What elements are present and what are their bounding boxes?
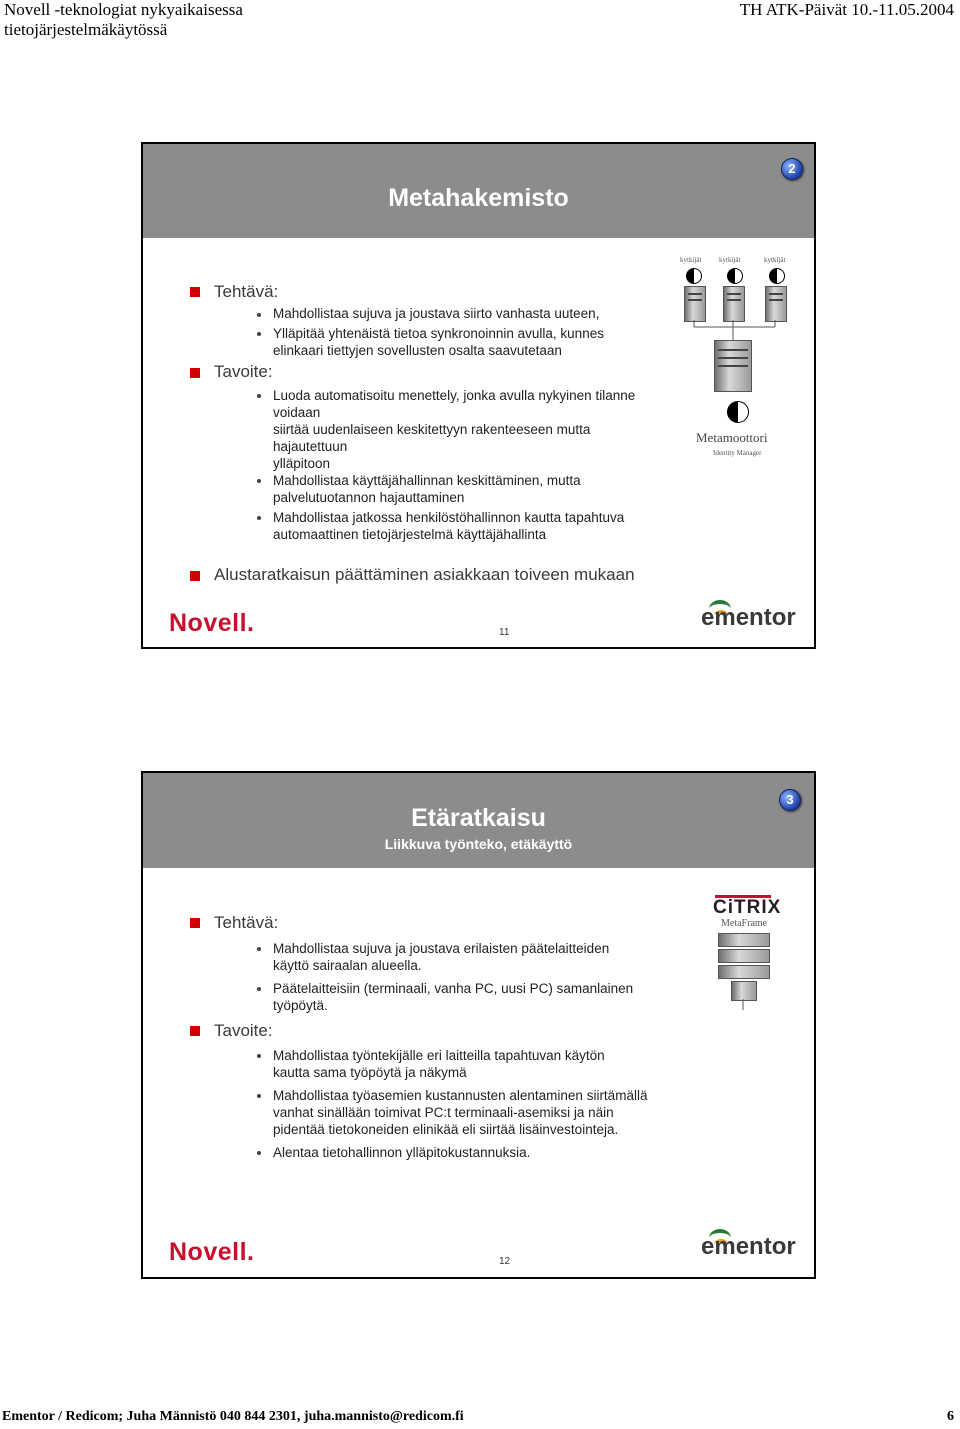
bullet-text: Mahdollistaa sujuva ja joustava siirto vanhasta uuteen,: [273, 306, 600, 321]
page-number: 6: [947, 1409, 954, 1424]
bullet-text: Mahdollistaa työasemien kustannusten alentaminen siirtämällä vanhat sinällään toimivat PC:t terminaali-asemiksi ja näin pidentää tietokoneiden elinikää eli siirtää lisäinvestointeja.: [273, 1088, 648, 1137]
connection-line: [741, 999, 745, 1011]
bullet-dot-icon: [257, 987, 261, 991]
bullet-text: Mahdollistaa käyttäjähallinnan keskittäminen, mutta palvelutuotannon hajauttaminen: [273, 473, 581, 505]
slide-subtitle: Liikkuva työnteko, etäkäyttö: [384, 836, 573, 852]
bullet-dot-icon: [257, 1094, 261, 1098]
bullet-dot-icon: [257, 313, 261, 317]
bullet-dot-icon: [257, 332, 261, 336]
section-heading: Tavoite:: [214, 362, 273, 381]
bullet-dot-icon: [257, 394, 261, 398]
header-title-line2: tietojärjestelmäkäytössä: [4, 20, 168, 39]
novell-logo: Novell.: [169, 1238, 255, 1266]
ementor-logo: ementor: [701, 1233, 796, 1260]
metamoottori-server-icon: [714, 340, 752, 392]
bullet-text: Alentaa tietohallinnon ylläpitokustannuksia.: [273, 1145, 531, 1160]
section-heading: Tehtävä:: [214, 282, 279, 301]
slide-metahakemisto: [141, 142, 816, 649]
yin-yang-icon: [686, 268, 702, 284]
red-square-bullet-icon: [190, 287, 200, 297]
red-square-bullet-icon: [190, 918, 200, 928]
slide-title: Metahakemisto: [388, 184, 569, 212]
bullet-text: Mahdollistaa jatkossa henkilöstöhallinnon kautta tapahtuva automaattinen tietojärjestelmä käyttäjähallinta: [273, 510, 625, 542]
connector-server-icon: [723, 286, 745, 322]
slide-title: Etäratkaisu: [411, 804, 546, 832]
bullet-text: Luoda automatisoitu menettely, jonka avulla nykyinen tilanne voidaan siirtää uudenlaiseen keskitettyyn rakenteeseen mutta hajautettuun ylläpitoon: [273, 388, 636, 471]
slide-etaratkaisu: [141, 771, 816, 1279]
bullet-text: Päätelaitteisiin (terminaali, vanha PC, uusi PC) samanlainen työpöytä.: [273, 981, 634, 1013]
red-square-bullet-icon: [190, 1026, 200, 1036]
connector-label: kytkijät: [680, 256, 702, 264]
connection-lines: [683, 320, 793, 342]
bullet-text: Mahdollistaa sujuva ja joustava erilaisten päätelaitteiden käyttö sairaalan alueella.: [273, 941, 610, 973]
rack-server-icon: [718, 949, 770, 963]
connector-label: kytkijät: [764, 256, 786, 264]
bullet-dot-icon: [257, 516, 261, 520]
header-event: TH ATK-Päivät 10.-11.05.2004: [739, 0, 954, 19]
slide-number-badge-icon: 3: [779, 789, 801, 811]
bullet-dot-icon: [257, 1151, 261, 1155]
page-footer-contact: Ementor / Redicom; Juha Männistö 040 844 2301, juha.mannisto@redicom.fi: [2, 1409, 464, 1424]
ementor-logo: ementor: [701, 604, 796, 631]
connector-server-icon: [684, 286, 706, 322]
section-heading: Tavoite:: [214, 1021, 273, 1040]
slide-title-band: [143, 144, 814, 238]
bullet-text: Mahdollistaa työntekijälle eri laitteilla tapahtuvan käytön kautta sama työpöytä ja näkymä: [273, 1048, 605, 1080]
red-square-bullet-icon: [190, 368, 200, 378]
yin-yang-icon: [769, 268, 785, 284]
metaframe-label: MetaFrame: [721, 918, 768, 929]
rack-server-icon: [718, 965, 770, 979]
bullet-dot-icon: [257, 479, 261, 483]
connector-label: kytkijät: [719, 256, 741, 264]
yin-yang-icon: [727, 268, 743, 284]
bullet-dot-icon: [257, 947, 261, 951]
bullet-dot-icon: [257, 1054, 261, 1058]
novell-logo: Novell.: [169, 609, 255, 637]
slide-number-badge-icon: 2: [781, 158, 803, 180]
header-title-line1: Novell -teknologiat nykyaikaisessa: [4, 0, 243, 19]
server-sublabel: Identity Manager: [713, 449, 762, 457]
slide-number: 11: [499, 627, 510, 638]
section-heading: Alustaratkaisun päättäminen asiakkaan toiveen mukaan: [214, 565, 635, 584]
yin-yang-icon: [727, 401, 749, 423]
bullet-text: Ylläpitää yhtenäistä tietoa synkronoinnin avulla, kunnes elinkaari tiettyjen sovellusten osalta saavutetaan: [273, 326, 604, 358]
slide-number: 12: [499, 1256, 511, 1267]
red-square-bullet-icon: [190, 571, 200, 581]
citrix-logo: CiTRIX: [713, 897, 782, 918]
server-label: Metamoottori: [696, 430, 768, 445]
slide-title-band: [143, 773, 814, 868]
terminal-icon: [731, 981, 757, 1001]
section-heading: Tehtävä:: [214, 913, 279, 932]
connector-server-icon: [765, 286, 787, 322]
rack-server-icon: [718, 933, 770, 947]
